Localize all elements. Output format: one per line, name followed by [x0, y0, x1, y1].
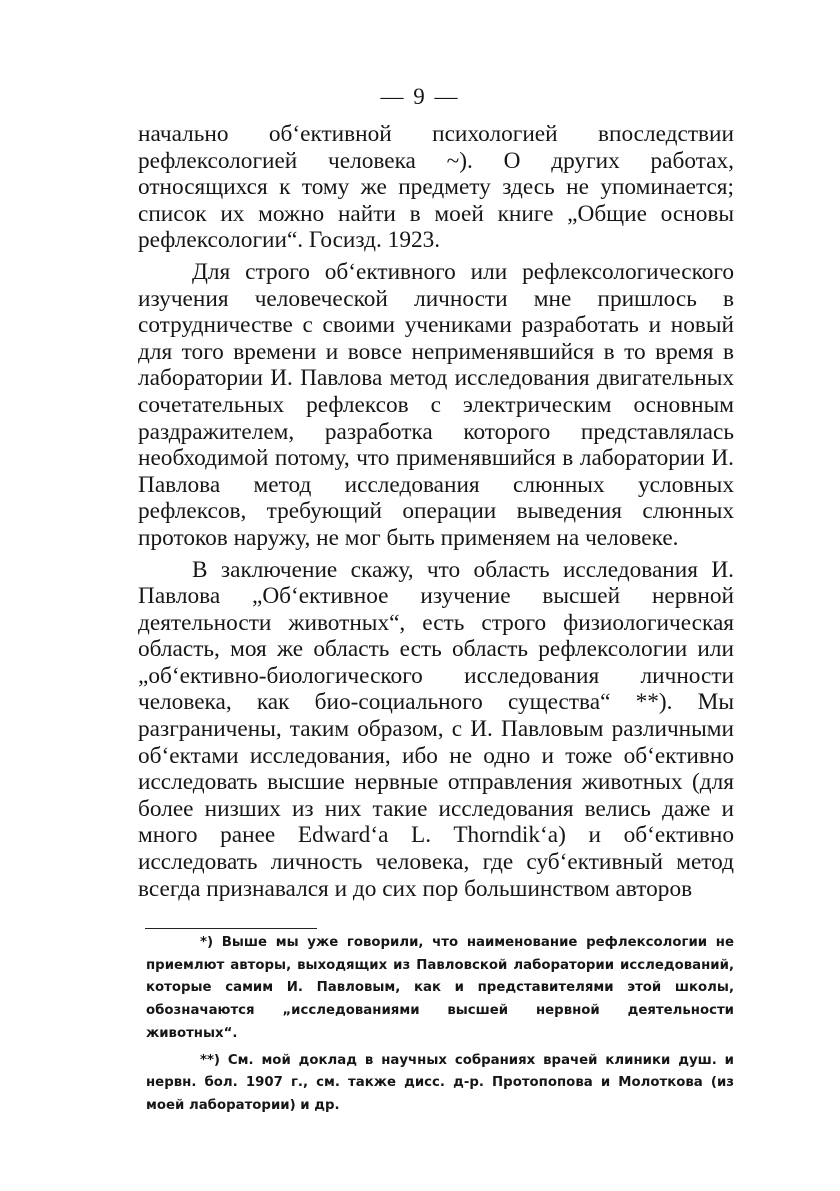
- paragraph-method: Для строго об‘ективного или рефлексологического изучения человеческой личности мне пришлось в сотрудничестве с своими учениками разработать и новый для того времени и вовсе неприменявшийся в то время в лаборатории И. Павлова метод исследования двигательных сочетательных рефлексов с электрическим основным раздражителем, разработка которого представлялась необходимой потому, что применявшийся в лаборатории И. Павлова метод исследования слюнных условных рефлексов, требующий операции выведения слюнных протоков наружу, не мог быть применяем на человеке.: [138, 258, 734, 551]
- footnote-divider: [145, 928, 317, 929]
- footnote-2: **) См. мой доклад в научных собраниях врачей клиники душ. и нервн. бол. 1907 г., см. также дисс. д-р. Протопопова и Молоткова (из моей лаборатории) и др.: [146, 1052, 734, 1113]
- footnote-1: *) Выше мы уже говорили, что наименование рефлексологии не приемлют авторы, выходящих из Павловской лаборатории исследований, которые самим И. Павловым, как и представителями этой школы, обозначаются „исследованиями высшей нервной деятельности животных“.: [146, 935, 734, 1041]
- paragraph-continuation: начально об‘ективной психологией впоследствии рефлексологией человека ~). О других работах, относящихся к тому же предмету здесь не упоминается; список их можно найти в моей книге „Общие основы рефлексологии“. Госизд. 1923.: [138, 121, 734, 254]
- page-number: — 9 —: [380, 84, 460, 109]
- main-text: [138, 121, 734, 907]
- paragraph-conclusion: В заключение скажу, что область исследования И. Павлова „Об‘ективное изучение высшей нервной деятельности животных“, есть строго физиологическая область, моя же область есть область рефлексологии или „об‘ективно-биологического исследования личности человека, как био-социального существа“ **). Мы разграничены, таким образом, с И. Павловым различными об‘ектами исследования, ибо не одно и тоже об‘ективно исследовать высшие нервные отправления животных (для более низших из них такие исследования велись даже и много ранее Edward‘a L. Thorndik‘a) и об‘ективно исследовать личность человека, где суб‘ективный метод всегда признавался и до сих пор большинством авторов: [138, 556, 734, 902]
- footnotes: [146, 932, 734, 1122]
